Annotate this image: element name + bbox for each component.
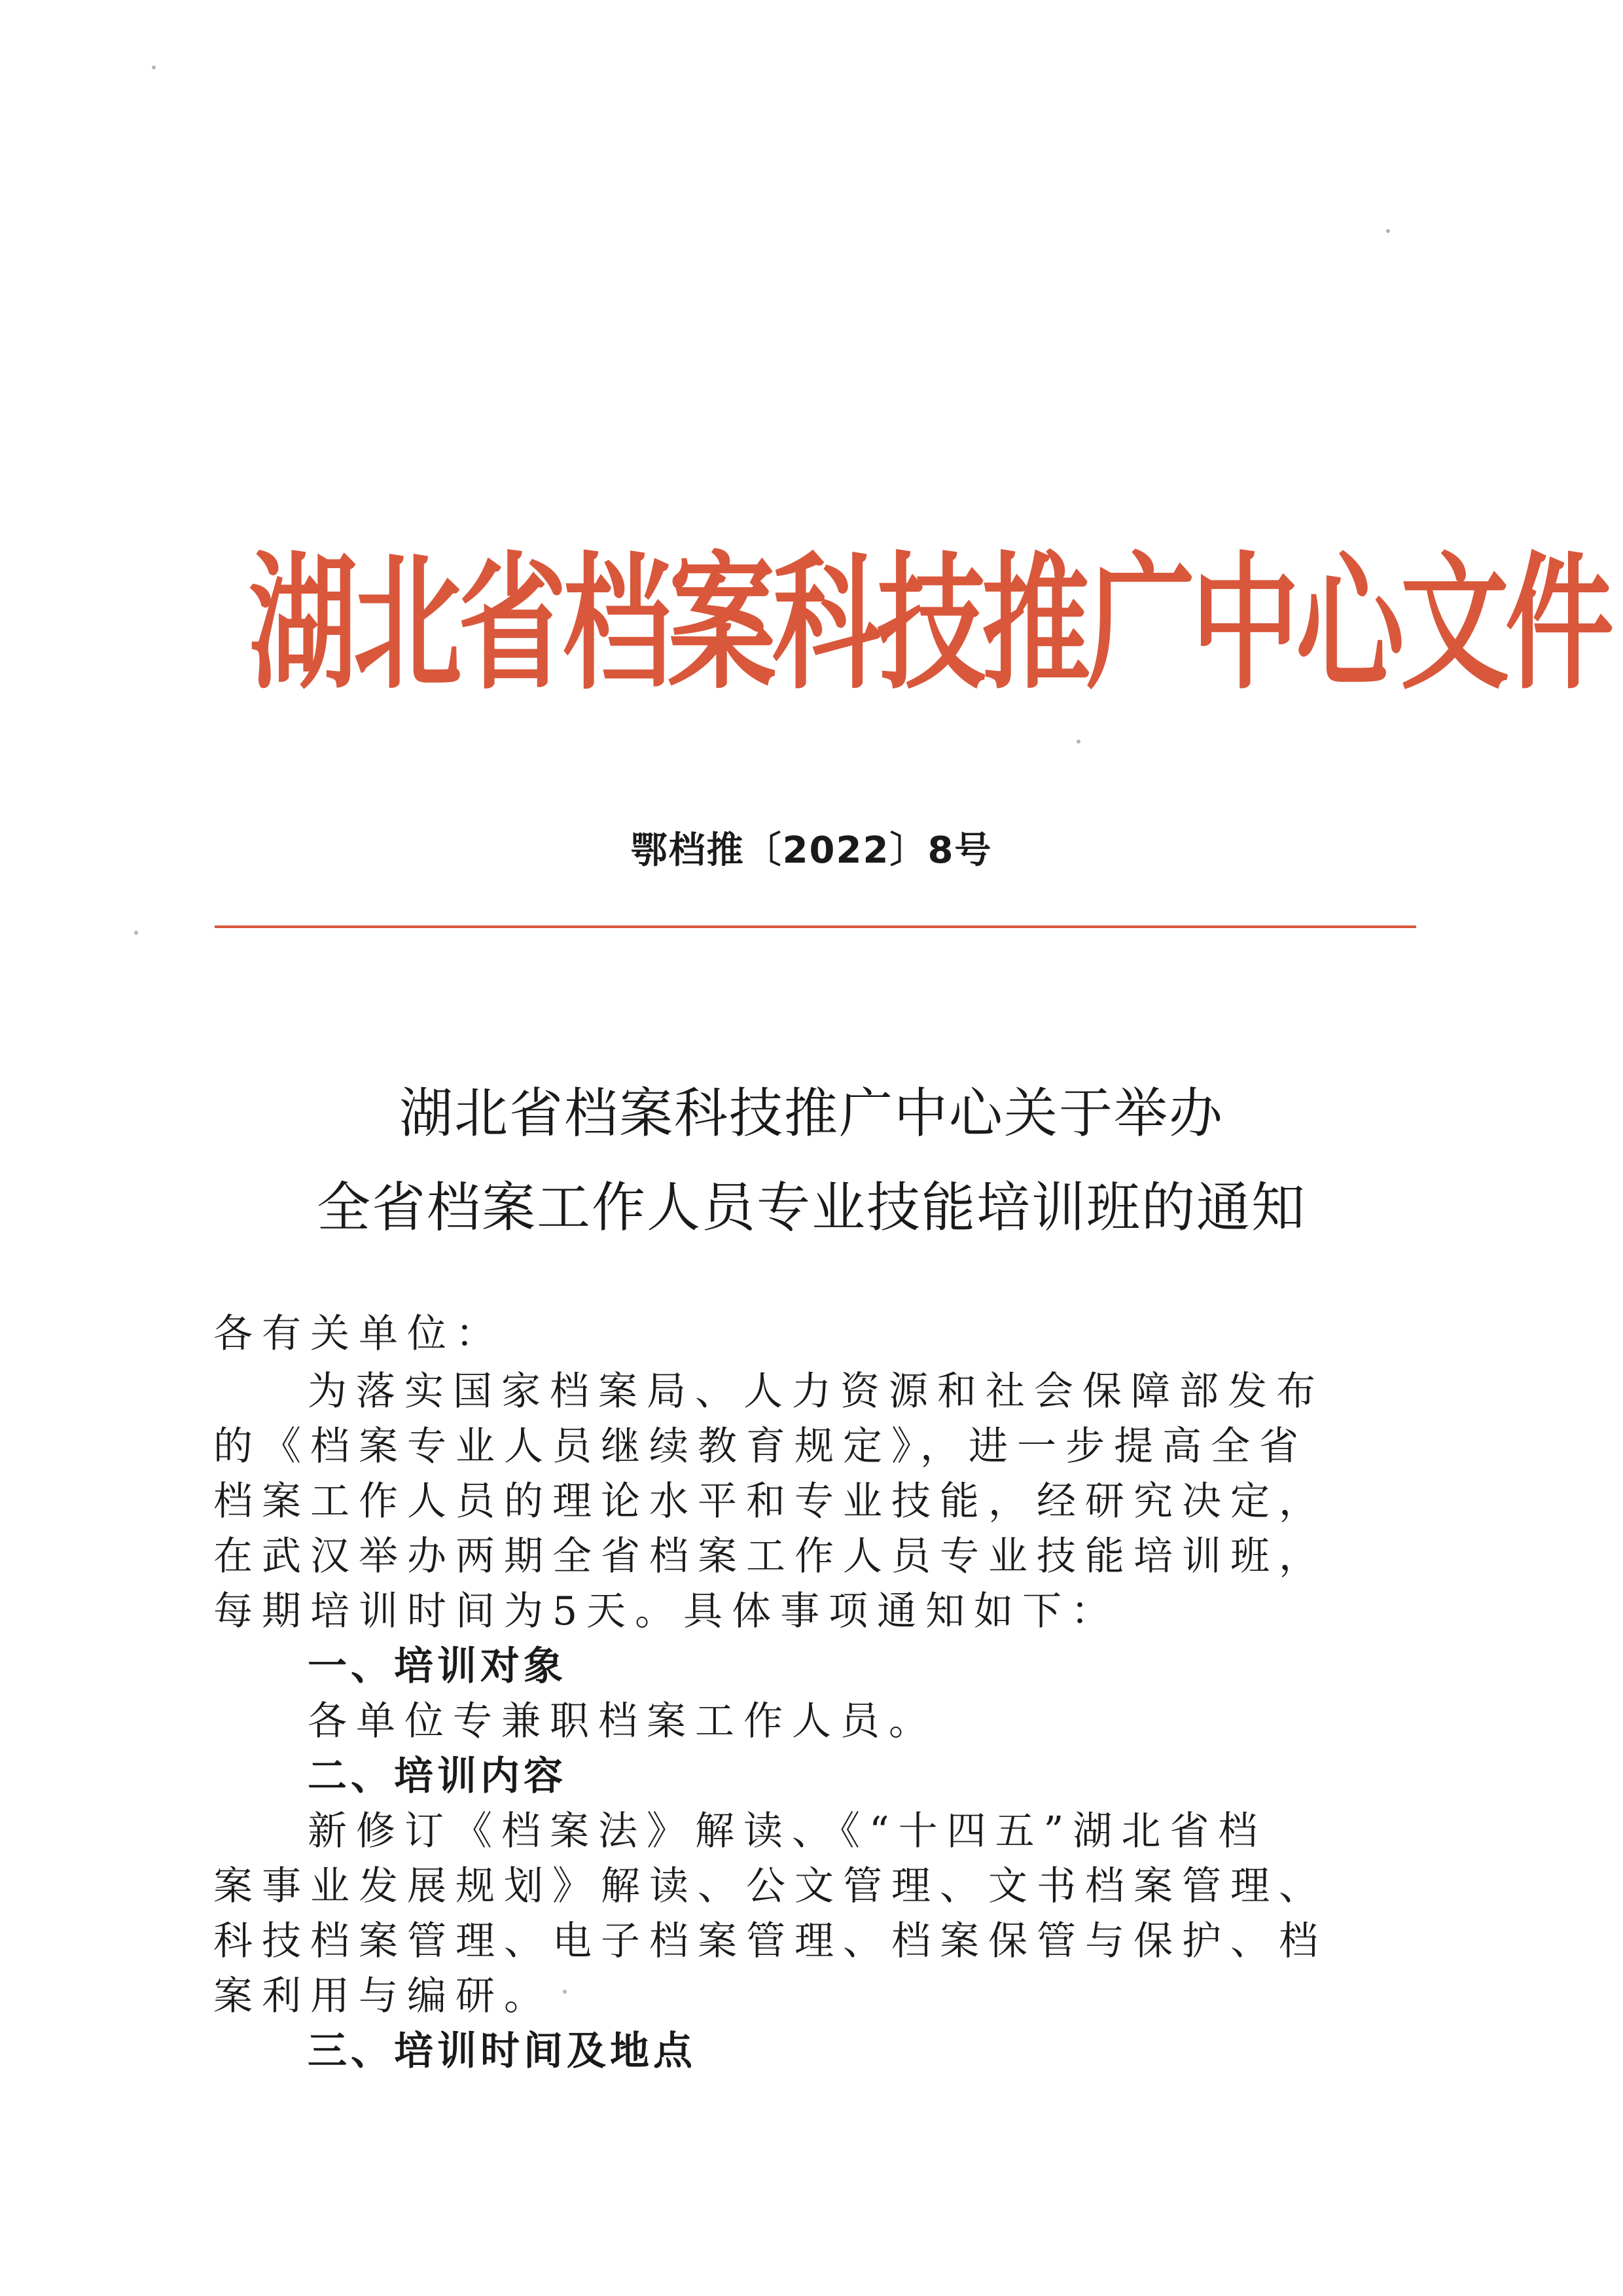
red-divider-line <box>215 925 1416 928</box>
scan-speck <box>1386 229 1390 233</box>
section-heading-training-content: 二、培训内容 <box>308 1753 567 1799</box>
notice-title-line-1: 湖北省档案科技推广中心关于举办 <box>399 1083 1224 1145</box>
intro-line: 的《档案专业人员继续教育规定》，进一步提高全省 <box>213 1424 1308 1469</box>
salutation: 各有关单位： <box>213 1311 504 1357</box>
content-line: 案事业发展规划》解读、公文管理、文书档案管理、 <box>213 1863 1327 1909</box>
intro-line: 为落实国家档案局、人力资源和社会保障部发布 <box>308 1369 1325 1414</box>
scan-speck <box>152 65 156 69</box>
masthead-title: 湖北省档案科技推广中心文件 <box>249 539 1610 710</box>
intro-line: 档案工作人员的理论水平和专业技能，经研究决定， <box>213 1479 1327 1524</box>
scan-speck <box>134 931 138 935</box>
scan-speck <box>1077 740 1080 744</box>
section-heading-training-target: 一、培训对象 <box>308 1643 567 1689</box>
scan-speck <box>563 1990 567 1994</box>
content-line: 科技档案管理、电子档案管理、档案保管与保护、档 <box>213 1918 1327 1964</box>
intro-line: 每期培训时间为5天。具体事项通知如下： <box>213 1588 1120 1634</box>
intro-line: 在武汉举办两期全省档案工作人员专业技能培训班， <box>213 1534 1327 1579</box>
section-text-training-target: 各单位专兼职档案工作人员。 <box>308 1698 937 1744</box>
section-heading-time-and-place: 三、培训时间及地点 <box>308 2028 696 2074</box>
content-line: 新修订《档案法》解读、《“十四五”湖北省档 <box>308 1808 1267 1854</box>
content-line: 案利用与编研。 <box>213 1973 552 2019</box>
notice-title-line-2: 全省档案工作人员专业技能培训班的通知 <box>316 1177 1306 1239</box>
document-number: 鄂档推〔2022〕8号 <box>630 829 993 872</box>
